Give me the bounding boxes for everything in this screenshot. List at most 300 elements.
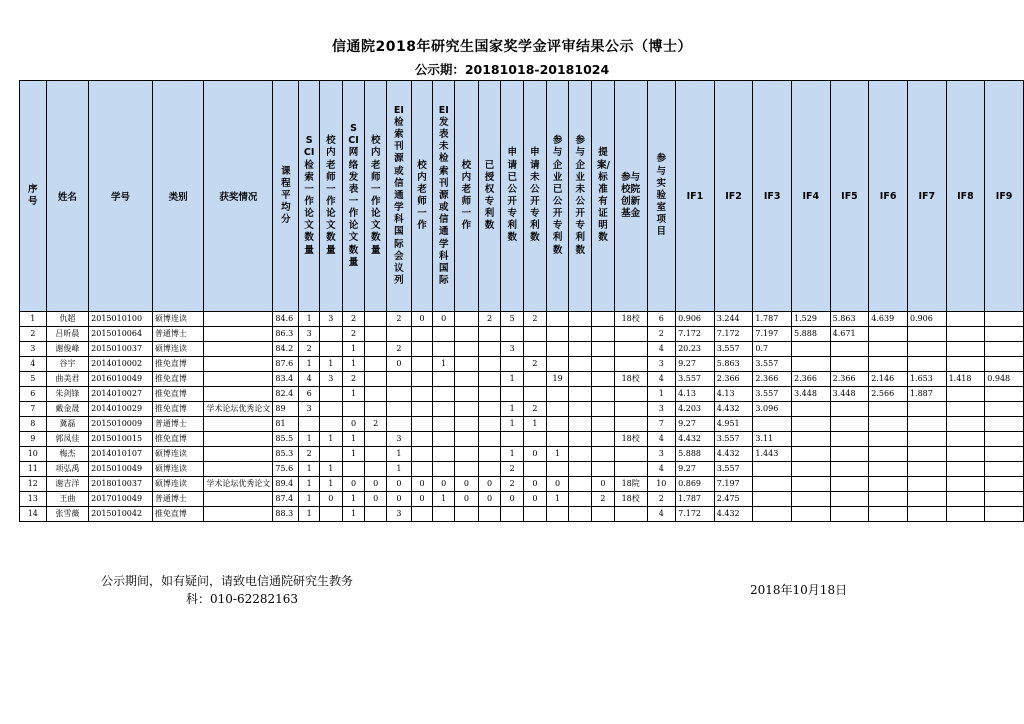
table-cell (411, 342, 433, 357)
table-cell: 4.13 (676, 387, 715, 402)
header-cell: SCI检索一作论文数量 (299, 81, 320, 312)
table-cell (614, 387, 647, 402)
table-cell: 7 (647, 417, 676, 432)
table-cell (830, 477, 869, 492)
table-cell (792, 342, 831, 357)
table-cell (320, 447, 343, 462)
table-cell (299, 417, 320, 432)
table-cell (946, 477, 985, 492)
table-cell: 2015010100 (89, 312, 153, 327)
table-cell: 1 (299, 492, 320, 507)
table-cell: 吕昕晨 (46, 327, 89, 342)
table-cell (455, 447, 479, 462)
table-cell (985, 432, 1024, 447)
table-cell: 84.6 (273, 312, 299, 327)
table-cell: 2017010049 (89, 492, 153, 507)
table-cell: 1.443 (753, 447, 792, 462)
header-cell: 参与企业未公开专利数 (569, 81, 592, 312)
table-cell (614, 402, 647, 417)
table-cell: 2015010015 (89, 432, 153, 447)
table-row (20, 492, 1024, 507)
table-cell: 5.863 (830, 312, 869, 327)
table-cell (387, 387, 412, 402)
table-cell (524, 432, 547, 447)
table-cell: 4 (647, 507, 676, 522)
header-cell: 校内老师一作 (455, 81, 479, 312)
table-cell (524, 327, 547, 342)
table-cell: 11 (20, 462, 47, 477)
table-cell (946, 357, 985, 372)
table-cell: 1 (501, 372, 524, 387)
table-cell: 郭凤佳 (46, 432, 89, 447)
table-cell: 3.244 (714, 312, 753, 327)
table-cell (524, 372, 547, 387)
table-cell (869, 507, 908, 522)
table-cell (411, 372, 433, 387)
table-cell: 8 (20, 417, 47, 432)
table-row (20, 417, 1024, 432)
table-cell: 2015010042 (89, 507, 153, 522)
table-row (20, 387, 1024, 402)
table-cell: 2015010049 (89, 462, 153, 477)
table-cell (569, 402, 592, 417)
table-cell (365, 432, 387, 447)
table-cell: 9.27 (676, 357, 715, 372)
table-cell: 3 (387, 507, 412, 522)
table-cell: 4 (299, 372, 320, 387)
table-cell: 18校 (614, 432, 647, 447)
table-cell (592, 447, 615, 462)
table-cell: 7.172 (676, 507, 715, 522)
table-cell: 4.671 (830, 327, 869, 342)
table-cell (946, 447, 985, 462)
table-cell: 普通博士 (152, 327, 204, 342)
header-cell: SCI网络发表一作论文数量 (342, 81, 365, 312)
table-cell (365, 507, 387, 522)
table-cell: 学术论坛优秀论文 (204, 477, 273, 492)
table-cell (592, 387, 615, 402)
table-cell (830, 447, 869, 462)
table-cell: 3.11 (753, 432, 792, 447)
table-row (20, 432, 1024, 447)
table-cell: 1 (433, 357, 455, 372)
table-cell: 2.146 (869, 372, 908, 387)
table-cell: 4.432 (676, 432, 715, 447)
table-cell: 2.366 (714, 372, 753, 387)
table-cell: 81 (273, 417, 299, 432)
table-cell: 1 (524, 417, 547, 432)
table-cell (985, 477, 1024, 492)
table-cell (365, 357, 387, 372)
table-cell: 0 (411, 312, 433, 327)
table-cell: 9.27 (676, 462, 715, 477)
table-cell (320, 402, 343, 417)
table-cell (478, 357, 501, 372)
table-cell (320, 342, 343, 357)
table-cell (907, 402, 946, 417)
header-cell: IF3 (753, 81, 792, 312)
table-cell: 5.888 (792, 327, 831, 342)
table-cell (433, 342, 455, 357)
table-cell: 4.432 (714, 402, 753, 417)
table-cell: 3.448 (792, 387, 831, 402)
table-cell (204, 327, 273, 342)
results-table (19, 80, 1024, 522)
table-cell: 3.557 (676, 372, 715, 387)
header-row (20, 81, 1024, 312)
table-cell (792, 507, 831, 522)
header-cell: IF6 (869, 81, 908, 312)
table-cell (946, 462, 985, 477)
table-cell: 1 (320, 432, 343, 447)
table-cell (478, 462, 501, 477)
table-cell (907, 357, 946, 372)
table-cell: 1 (647, 387, 676, 402)
table-cell (204, 342, 273, 357)
table-cell: 3 (320, 372, 343, 387)
table-cell: 2 (501, 462, 524, 477)
header-cell: 获奖情况 (204, 81, 273, 312)
table-cell: 0 (433, 477, 455, 492)
table-cell: 2018010037 (89, 477, 153, 492)
header-cell: 参与实验室项目 (647, 81, 676, 312)
table-cell (592, 357, 615, 372)
table-cell: 4 (647, 462, 676, 477)
table-cell: 1 (342, 507, 365, 522)
table-cell: 王曲 (46, 492, 89, 507)
table-cell (830, 402, 869, 417)
table-cell (830, 432, 869, 447)
table-cell (546, 387, 569, 402)
table-cell (387, 372, 412, 387)
table-cell: 10 (20, 447, 47, 462)
table-cell (455, 357, 479, 372)
table-cell: 5.863 (714, 357, 753, 372)
table-cell (792, 462, 831, 477)
table-cell: 0 (455, 477, 479, 492)
table-cell: 75.6 (273, 462, 299, 477)
table-cell: 3 (387, 432, 412, 447)
table-cell (433, 432, 455, 447)
table-cell: 3.557 (753, 357, 792, 372)
table-cell (792, 492, 831, 507)
table-cell: 0.906 (676, 312, 715, 327)
table-cell (946, 387, 985, 402)
table-cell: 1.418 (946, 372, 985, 387)
table-cell (204, 462, 273, 477)
table-cell: 3 (299, 327, 320, 342)
table-cell (792, 432, 831, 447)
table-cell: 推免直博 (152, 357, 204, 372)
table-cell: 3.096 (753, 402, 792, 417)
table-cell: 2.366 (792, 372, 831, 387)
table-cell: 2 (524, 357, 547, 372)
table-cell: 0 (411, 477, 433, 492)
publicity-period: 公示期：20181018-20181024 (414, 62, 610, 77)
table-cell (320, 417, 343, 432)
header-cell: 课程平均分 (273, 81, 299, 312)
table-cell (869, 432, 908, 447)
table-cell (569, 387, 592, 402)
header-cell: IF7 (907, 81, 946, 312)
table-cell (946, 327, 985, 342)
header-cell: IF8 (946, 81, 985, 312)
table-cell (569, 312, 592, 327)
table-cell: 14 (20, 507, 47, 522)
table-cell (433, 447, 455, 462)
table-cell (433, 507, 455, 522)
table-cell: 2015010064 (89, 327, 153, 342)
table-cell: 1 (299, 432, 320, 447)
table-cell: 推免直博 (152, 507, 204, 522)
table-cell (614, 447, 647, 462)
table-cell: 2 (478, 312, 501, 327)
table-cell (830, 417, 869, 432)
table-cell (869, 342, 908, 357)
table-cell: 2.366 (830, 372, 869, 387)
table-cell: 18校 (614, 372, 647, 387)
table-cell: 19 (546, 372, 569, 387)
table-cell: 89.4 (273, 477, 299, 492)
table-cell: 学术论坛优秀论文 (204, 402, 273, 417)
table-cell: 20.23 (676, 342, 715, 357)
table-cell: 0 (524, 492, 547, 507)
table-cell (204, 372, 273, 387)
table-cell (365, 342, 387, 357)
table-cell: 3.557 (714, 432, 753, 447)
table-cell (365, 462, 387, 477)
table-cell: 硕博连读 (152, 477, 204, 492)
table-cell: 2015010009 (89, 417, 153, 432)
table-cell (455, 462, 479, 477)
table-cell (869, 492, 908, 507)
table-cell (907, 342, 946, 357)
table-cell (411, 507, 433, 522)
table-cell (985, 327, 1024, 342)
table-cell (478, 507, 501, 522)
table-cell (433, 417, 455, 432)
table-cell (985, 447, 1024, 462)
table-cell: 3.557 (714, 342, 753, 357)
table-cell (433, 402, 455, 417)
table-cell (985, 402, 1024, 417)
table-cell (478, 327, 501, 342)
table-cell (411, 447, 433, 462)
table-cell: 2 (592, 492, 615, 507)
table-cell (907, 477, 946, 492)
table-cell (985, 342, 1024, 357)
header-cell: 参与校院创新基金 (614, 81, 647, 312)
table-cell (592, 507, 615, 522)
table-cell (501, 387, 524, 402)
table-cell: 谷宇 (46, 357, 89, 372)
table-cell: 6 (20, 387, 47, 402)
table-cell (569, 372, 592, 387)
table-cell: 3.448 (830, 387, 869, 402)
table-cell (411, 432, 433, 447)
header-cell: 申请已公开专利数 (501, 81, 524, 312)
table-cell (592, 402, 615, 417)
table-cell (524, 342, 547, 357)
table-cell: 87.6 (273, 357, 299, 372)
table-row (20, 312, 1024, 327)
table-cell (569, 447, 592, 462)
table-cell (204, 432, 273, 447)
table-cell: 0 (342, 477, 365, 492)
table-cell (907, 432, 946, 447)
table-cell: 0 (478, 477, 501, 492)
table-cell (546, 432, 569, 447)
header-cell: EI发表未检索刊源或信通学科国际 (433, 81, 455, 312)
table-cell: 2014010107 (89, 447, 153, 462)
table-cell (907, 447, 946, 462)
table-cell (204, 312, 273, 327)
table-cell (569, 507, 592, 522)
table-cell (478, 417, 501, 432)
table-cell (869, 417, 908, 432)
table-cell: 1.787 (753, 312, 792, 327)
table-cell: 4 (647, 432, 676, 447)
table-cell: 2 (524, 402, 547, 417)
table-cell (546, 417, 569, 432)
table-cell: 84.2 (273, 342, 299, 357)
table-cell: 1 (546, 447, 569, 462)
header-cell: 校内老师一作论文数量 (320, 81, 343, 312)
table-cell: 3.557 (714, 462, 753, 477)
table-cell (411, 462, 433, 477)
table-cell (501, 357, 524, 372)
table-cell (614, 462, 647, 477)
table-cell (946, 432, 985, 447)
table-cell: 3.557 (753, 387, 792, 402)
table-cell (455, 432, 479, 447)
table-row (20, 462, 1024, 477)
table-cell (592, 327, 615, 342)
table-cell (792, 357, 831, 372)
header-cell: IF2 (714, 81, 753, 312)
table-cell (455, 387, 479, 402)
table-cell (320, 327, 343, 342)
table-cell: 1.653 (907, 372, 946, 387)
table-cell (387, 417, 412, 432)
table-row (20, 402, 1024, 417)
table-cell (501, 432, 524, 447)
table-row (20, 357, 1024, 372)
header-cell: 申请未公开专利数 (524, 81, 547, 312)
table-cell (946, 342, 985, 357)
table-cell: 2014010029 (89, 402, 153, 417)
table-cell (365, 402, 387, 417)
table-cell: 85.3 (273, 447, 299, 462)
table-cell (614, 507, 647, 522)
table-cell (433, 387, 455, 402)
table-cell: 0 (365, 477, 387, 492)
table-cell (204, 447, 273, 462)
table-cell (830, 492, 869, 507)
table-cell: 4.951 (714, 417, 753, 432)
table-cell (365, 387, 387, 402)
table-cell: 推免直博 (152, 387, 204, 402)
table-cell: 4 (20, 357, 47, 372)
contact-note: 公示期间，如有疑问，请致电信通院研究生教务 (101, 574, 354, 588)
table-cell: 1 (320, 357, 343, 372)
table-cell (614, 357, 647, 372)
table-cell: 6 (299, 387, 320, 402)
table-cell (478, 432, 501, 447)
table-cell (204, 357, 273, 372)
table-cell (524, 507, 547, 522)
table-cell: 12 (20, 477, 47, 492)
table-cell: 1.787 (676, 492, 715, 507)
table-cell: 1 (342, 387, 365, 402)
table-cell (546, 327, 569, 342)
table-cell (830, 507, 869, 522)
header-cell: EI检索刊源或信通学科国际会议列 (387, 81, 412, 312)
table-cell (569, 462, 592, 477)
table-cell: 2 (299, 447, 320, 462)
table-row (20, 327, 1024, 342)
table-cell: 0 (387, 357, 412, 372)
table-cell: 戴金晟 (46, 402, 89, 417)
table-cell (907, 492, 946, 507)
table-cell (569, 327, 592, 342)
table-cell: 4.639 (869, 312, 908, 327)
page-title: 信通院2018年研究生国家奖学金评审结果公示（博士） (332, 39, 692, 55)
table-cell: 2015010037 (89, 342, 153, 357)
table-cell (478, 342, 501, 357)
table-cell: 曲美君 (46, 372, 89, 387)
table-cell: 2014010027 (89, 387, 153, 402)
table-cell (753, 417, 792, 432)
table-cell (455, 402, 479, 417)
table-cell (907, 462, 946, 477)
table-cell (365, 327, 387, 342)
table-cell: 18校 (614, 492, 647, 507)
table-cell (592, 432, 615, 447)
table-cell (546, 357, 569, 372)
table-cell: 1 (20, 312, 47, 327)
table-cell: 0 (387, 477, 412, 492)
table-cell: 0 (342, 417, 365, 432)
table-cell: 2 (387, 342, 412, 357)
table-cell: 1 (501, 417, 524, 432)
table-cell: 18院 (614, 477, 647, 492)
table-cell (569, 357, 592, 372)
table-cell (546, 402, 569, 417)
table-cell (524, 462, 547, 477)
table-cell (946, 507, 985, 522)
table-cell (753, 492, 792, 507)
header-cell: 类别 (152, 81, 204, 312)
header-cell: IF5 (830, 81, 869, 312)
table-cell: 3 (647, 402, 676, 417)
table-cell (614, 342, 647, 357)
table-cell (869, 447, 908, 462)
table-cell (592, 312, 615, 327)
table-cell: 7.197 (714, 477, 753, 492)
table-cell: 0 (524, 477, 547, 492)
publish-date: 2018年10月18日 (750, 583, 848, 597)
table-cell: 0 (320, 492, 343, 507)
table-cell: 2.566 (869, 387, 908, 402)
table-cell: 1 (299, 507, 320, 522)
table-cell (433, 372, 455, 387)
table-cell: 2 (647, 327, 676, 342)
table-cell: 0 (411, 492, 433, 507)
table-cell (869, 327, 908, 342)
table-cell (946, 417, 985, 432)
table-cell (204, 417, 273, 432)
